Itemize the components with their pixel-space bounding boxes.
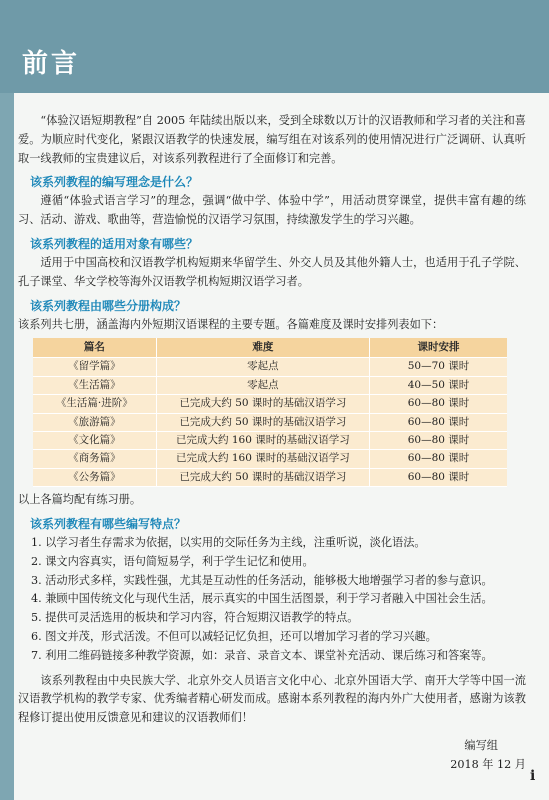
header-band [0,0,549,93]
signature-date: 2018 年 12 月 [450,757,526,771]
table-cell: 零起点 [156,376,369,394]
table-cell: 已完成大约 50 课时的基础汉语学习 [156,468,369,486]
list-item: 6. 图文并茂，形式活泼。不但可以减轻记忆负担，还可以增加学习者的学习兴趣。 [31,630,437,643]
composition-paragraph: 该系列共七册，涵盖海内外短期汉语课程的主要专题。各篇难度及课时安排列表如下： [18,317,444,331]
table-row [33,468,507,486]
page-content [18,112,526,774]
list-item: 1. 以学习者生存需求为依据，以实用的交际任务为主线，注重听说，淡化语法。 [31,536,426,550]
table-cell: 已完成大约 50 课时的基础汉语学习 [156,395,369,413]
section-heading-composition: 该系列教程由哪些分册构成？ [30,298,187,313]
table-cell: 60—80 课时 [370,450,507,468]
table-row [33,358,507,376]
features-list [18,534,526,666]
audience-paragraph: 适用于中国高校和汉语教学机构短期来华留学生、外交人员及其他外籍人士，也适用于孔子学院、孔子课堂、华文学校等海外汉语教学机构短期汉语学习者。 [18,255,526,288]
table-row [33,432,507,450]
closing-paragraph: 该系列教程由中央民族大学、北京外交人员语言文化中心、北京外国语大学、南开大学等中国一流汉语教学机构的教学专家、优秀编者精心研发而成。感谢本系列教程的海内外广大使用者，感谢为该教程修订提出使用反馈意见和建议的汉语教师们！ [18,673,526,725]
books-table [33,338,507,487]
table-cell: 《公务篇》 [33,468,156,486]
list-item: 4. 兼顾中国传统文化与现代生活，展示真实的中国生活图景，利于学习者融入中国社会生活。 [31,592,493,606]
list-item: 5. 提供可灵活选用的板块和学习内容，符合短期汉语教学的特点。 [31,611,359,625]
intro-paragraph: “体验汉语短期教程”自 2005 年陆续出版以来，受到全球数以万计的汉语教师和学习者的关注和喜爱。为顺应时代变化，紧跟汉语教学的快速发展，编写组在对该系列的使用情况进行广泛调研、认真听取一线教师的宝贵建议后，对该系列教程进行了全面修订和完善。 [18,114,526,165]
concept-paragraph: 遵循“体验式语言学习”的理念，强调“做中学、体验中学”，用活动贯穿课堂，提供丰富有趣的练习、活动、游戏、歌曲等，营造愉悦的汉语学习氛围，持续激发学生的学习兴趣。 [18,194,526,227]
table-cell: 60—80 课时 [370,432,507,450]
table-cell: 已完成大约 50 课时的基础汉语学习 [156,413,369,431]
table-row [33,450,507,468]
page-title: 前言 [22,49,81,79]
table-header-hours: 课时安排 [370,338,507,358]
page-number: i [530,768,536,784]
section-heading-audience: 该系列教程的适用对象有哪些？ [30,236,199,251]
table-cell: 零起点 [156,358,369,376]
table-row [33,395,507,413]
signature-org: 编写组 [464,738,498,752]
table-cell: 已完成大约 160 课时的基础汉语学习 [156,450,369,468]
list-item: 7. 利用二维码链接多种教学资源，如：录音、录音文本、课堂补充活动、课后练习和答案等。 [31,648,493,662]
table-cell: 已完成大约 160 课时的基础汉语学习 [156,432,369,450]
section-heading-concept: 该系列教程的编写理念是什么？ [30,175,199,190]
workbook-note: 以上各篇均配有练习册。 [18,493,142,507]
list-item: 3. 活动形式多样，实践性强，尤其是互动性的任务活动，能够极大地增强学习者的参与意识。 [31,573,493,587]
table-cell: 《旅游篇》 [33,413,156,431]
table-header-title: 篇名 [33,338,156,358]
section-heading-features: 该系列教程有哪些编写特点？ [30,517,187,532]
table-cell: 《文化篇》 [33,432,156,450]
table-cell: 《生活篇·进阶》 [33,395,156,413]
table-header-row [33,338,507,358]
table-cell: 50—70 课时 [370,358,507,376]
table-cell: 60—80 课时 [370,395,507,413]
table-cell: 60—80 课时 [370,468,507,486]
table-cell: 《生活篇》 [33,376,156,394]
table-cell: 60—80 课时 [370,413,507,431]
table-cell: 《商务篇》 [33,450,156,468]
list-item: 2. 课文内容真实，语句简短易学，利于学生记忆和使用。 [31,554,314,568]
table-cell: 40—50 课时 [370,376,507,394]
table-header-level: 难度 [156,338,369,358]
table-row [33,413,507,431]
table-row [33,376,507,394]
signature-block [18,736,526,774]
left-margin-band [0,93,14,800]
table-cell: 《留学篇》 [33,358,156,376]
